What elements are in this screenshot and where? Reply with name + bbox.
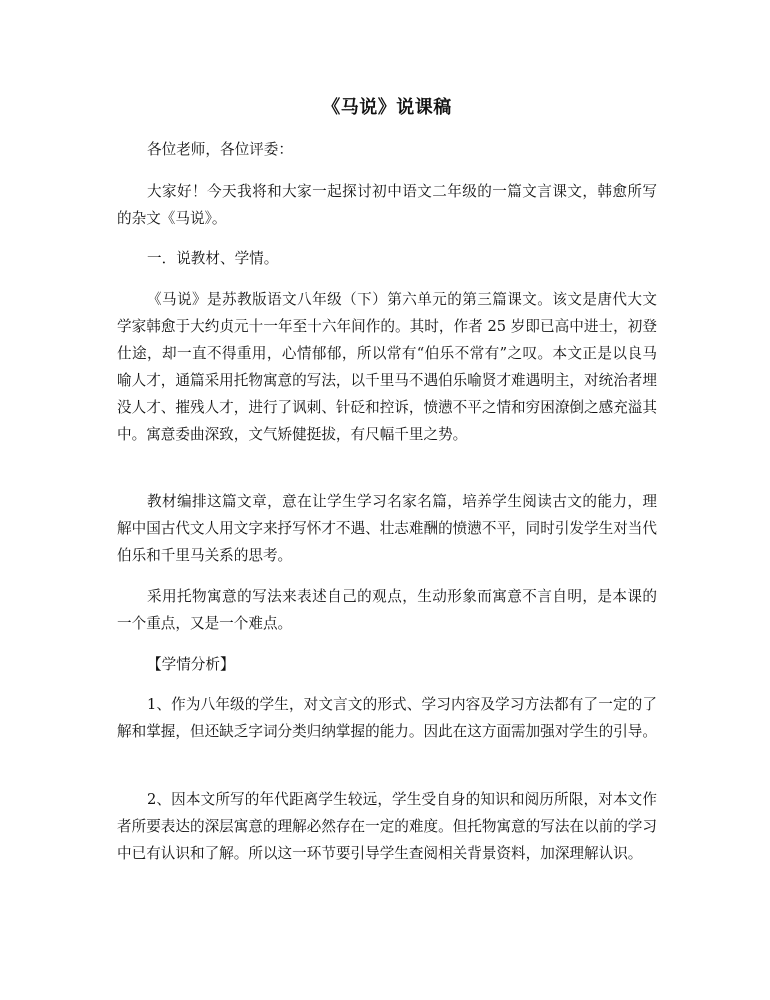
analysis-item-1: 1、作为八年级的学生，对文言文的形式、学习内容及学习方法都有了一定的了解和掌握，但还缺乏字词分类归纳掌握的能力。因此在这方面需加强对学生的引导。 (117, 696, 657, 740)
section-heading-textbook: 一．说教材、学情。 (147, 250, 279, 267)
analysis-item-2: 2、因本文所写的年代距离学生较远，学生受自身的知识和阅历所限，对本文作者所要表达的深层寓意的理解必然存在一定的难度。但托物寓意的写法在以前的学习中已有认识和了解。所以这一环节要引导学生查阅相关背景资料，加深理解认识。 (117, 791, 657, 862)
intro-paragraph: 大家好！今天我将和大家一起探讨初中语文二年级的一篇文言课文，韩愈所写的杂文《马说》。 (117, 183, 657, 227)
keypoint-paragraph: 采用托物寓意的写法来表述自己的观点，生动形象而寓意不言自明，是本课的一个重点，又是一个难点。 (117, 588, 657, 632)
greeting-paragraph: 各位老师，各位评委： (147, 141, 293, 158)
textbook-paragraph: 《马说》是苏教版语文八年级（下）第六单元的第三篇课文。该文是唐代大文学家韩愈于大约贞元十一年至十六年间作的。其时，作者 25 岁即已高中进士，初登仕途，却一直不得重用，心情郁郁，所以常有“伯乐不常有”之叹。本文正是以良马喻人才，通篇采用托物寓意的写法，以千里马不遇伯乐喻贤才难遇明主，对统治者埋没人才、摧残人才，进行了讽刺、针砭和控诉，愤懑不平之情和穷困潦倒之感充溢其中。寓意委曲深致，文气矫健挺拔，有尺幅千里之势。 (117, 291, 657, 443)
purpose-paragraph: 教材编排这篇文章，意在让学生学习名家名篇，培养学生阅读古文的能力，理解中国古代文人用文字来抒写怀才不遇、壮志难酬的愤懑不平，同时引发学生对当代伯乐和千里马关系的思考。 (117, 493, 657, 564)
document-title: 《马说》说课稿 (322, 97, 452, 118)
analysis-heading: 【学情分析】 (147, 656, 235, 673)
